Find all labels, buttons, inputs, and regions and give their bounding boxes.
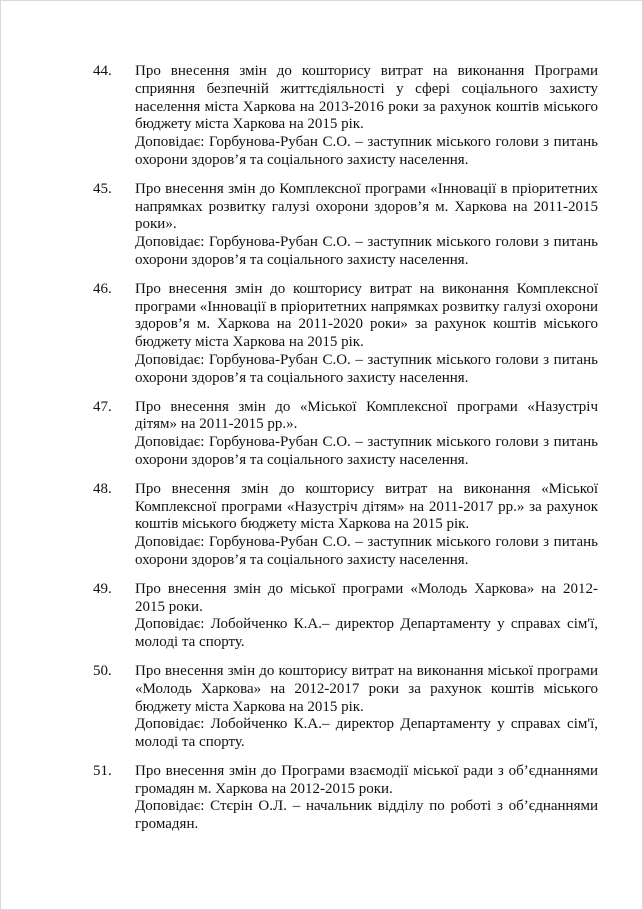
item-number: 51. bbox=[93, 762, 112, 779]
agenda-item-48 bbox=[93, 481, 598, 570]
item-speaker: Доповідає: Горбунова-Рубан С.О. – заступник міського голови з питань охорони здоров’я та соціального захисту населення. bbox=[135, 434, 598, 468]
item-title: Про внесення змін до міської програми «Молодь Харкова» на 2012-2015 роки. bbox=[135, 580, 598, 615]
item-title: Про внесення змін до кошторису витрат на виконання Програми сприяння безпечній життєдіяльності у сфері соціального захисту населення міста Харкова на 2013-2016 роки за рахунок коштів міського бюджету міста Харкова на 2015 рік. bbox=[135, 63, 598, 133]
agenda-item-49 bbox=[93, 581, 598, 652]
agenda-item-45 bbox=[93, 181, 598, 270]
agenda-item-50 bbox=[93, 663, 598, 752]
item-title: Про внесення змін до кошторису витрат на виконання міської програми «Молодь Харкова» на 2012-2017 роки за рахунок коштів міського бюджету міста Харкова на 2015 рік. bbox=[135, 662, 598, 715]
item-speaker: Доповідає: Лобойченко К.А.– директор Департаменту у справах сім'ї, молоді та спорту. bbox=[135, 616, 598, 651]
agenda-item-44 bbox=[93, 63, 598, 170]
item-title: Про внесення змін до Комплексної програми «Інновації в пріоритетних напрямках розвитку галузі охорони здоров’я м. Харкова на 2011-2015 роки». bbox=[135, 180, 598, 233]
item-title: Про внесення змін до кошторису витрат на виконання «Міської Комплексної програми «Назустріч дітям» на 2011-2017 рр.» за рахунок коштів міського бюджету міста Харкова на 2015 рік. bbox=[135, 480, 598, 533]
item-title: Про внесення змін до «Міської Комплексної програми «Назустріч дітям» на 2011-2015 рр.». bbox=[135, 398, 598, 433]
item-number: 45. bbox=[93, 180, 112, 197]
item-title: Про внесення змін до кошторису витрат на виконання Комплексної програми «Інновації в пріоритетних напрямках розвитку галузі охорони здоров’я м. Харкова на 2011-2020 роки» за рахунок коштів міського бюджету міста Харкова на 2015 рік. bbox=[135, 280, 598, 351]
item-speaker: Доповідає: Горбунова-Рубан С.О. – заступник міського голови з питань охорони здоров’я та соціального захисту населення. bbox=[135, 534, 598, 568]
item-number: 44. bbox=[93, 63, 112, 79]
item-number: 47. bbox=[93, 398, 112, 415]
item-speaker: Доповідає: Лобойченко К.А.– директор Департаменту у справах сім'ї, молоді та спорту. bbox=[135, 716, 598, 751]
agenda-item-46 bbox=[93, 281, 598, 388]
agenda-list bbox=[93, 63, 598, 845]
item-speaker: Доповідає: Стєрін О.Л. – начальник відділу по роботі з об’єднаннями громадян. bbox=[135, 798, 598, 833]
item-speaker: Доповідає: Горбунова-Рубан С.О. – заступник міського голови з питань охорони здоров’я та соціального захисту населення. bbox=[135, 134, 598, 168]
item-number: 49. bbox=[93, 580, 112, 597]
item-speaker: Доповідає: Горбунова-Рубан С.О. – заступник міського голови з питань охорони здоров’я та соціального захисту населення. bbox=[135, 234, 598, 268]
item-speaker: Доповідає: Горбунова-Рубан С.О. – заступник міського голови з питань охорони здоров’я та соціального захисту населення. bbox=[135, 351, 598, 386]
agenda-item-47 bbox=[93, 399, 598, 470]
item-number: 50. bbox=[93, 662, 112, 679]
agenda-item-51 bbox=[93, 763, 598, 834]
item-number: 46. bbox=[93, 280, 112, 297]
item-title: Про внесення змін до Програми взаємодії міської ради з об’єднаннями громадян м. Харкова на 2012-2015 роки. bbox=[135, 762, 598, 797]
item-number: 48. bbox=[93, 480, 112, 497]
